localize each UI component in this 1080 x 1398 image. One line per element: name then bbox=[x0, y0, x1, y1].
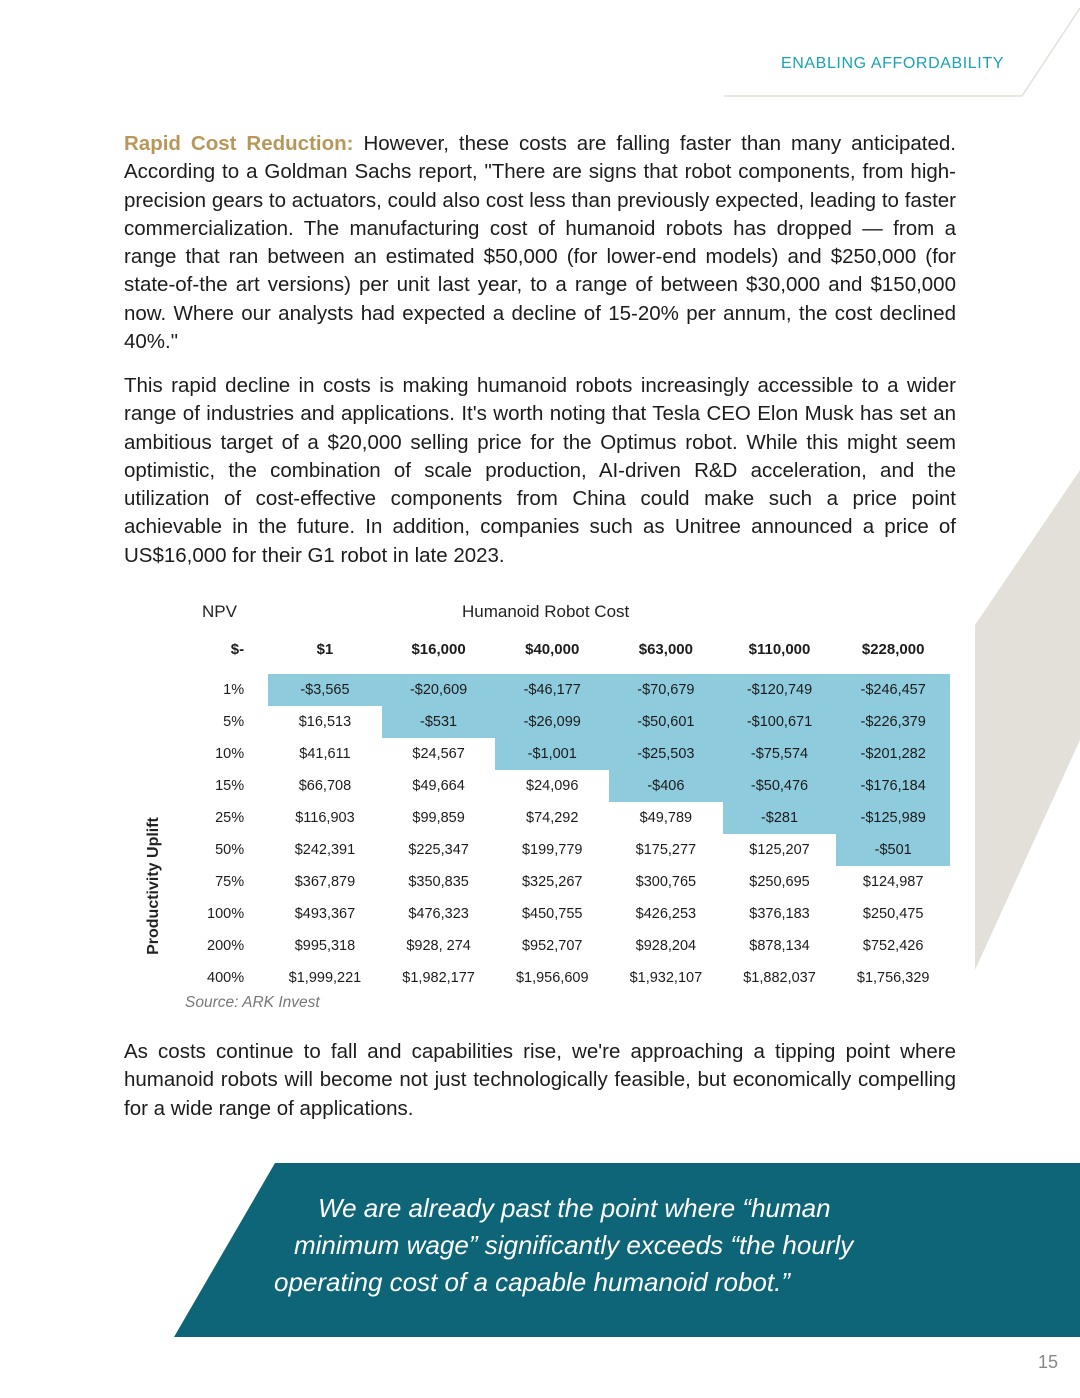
npv-cell: $928,204 bbox=[635, 938, 697, 954]
uplift-cell: 75% bbox=[215, 874, 245, 890]
header-corner-line bbox=[724, 8, 1080, 96]
table-row bbox=[172, 898, 950, 930]
npv-cell: -$531 bbox=[382, 706, 496, 738]
npv-cell: -$501 bbox=[836, 834, 950, 866]
npv-cell: $49,789 bbox=[639, 810, 693, 826]
npv-cell: -$246,457 bbox=[836, 674, 950, 706]
table-source: Source: ARK Invest bbox=[185, 994, 320, 1011]
npv-cell: $1,956,609 bbox=[515, 970, 589, 986]
npv-cell: $367,879 bbox=[294, 874, 356, 890]
right-side-decoration bbox=[975, 470, 1080, 970]
npv-cell: $1,999,221 bbox=[288, 970, 362, 986]
npv-cell: -$70,679 bbox=[609, 674, 723, 706]
table-row bbox=[172, 706, 950, 738]
npv-cell: $16,513 bbox=[298, 714, 352, 730]
npv-cell: $116,903 bbox=[295, 810, 355, 826]
column-header: $1 bbox=[316, 640, 334, 658]
table-row bbox=[172, 866, 950, 898]
column-header: $63,000 bbox=[638, 640, 693, 658]
npv-cell: -$46,177 bbox=[495, 674, 609, 706]
npv-cell: $199,779 bbox=[521, 842, 583, 858]
npv-cell: $878,134 bbox=[749, 938, 810, 954]
npv-cell: $426,253 bbox=[635, 906, 697, 922]
uplift-cell: 5% bbox=[223, 714, 245, 730]
npv-cell: -$281 bbox=[723, 802, 837, 834]
npv-cell: $1,932,107 bbox=[629, 970, 703, 986]
npv-label: NPV bbox=[202, 602, 237, 621]
npv-cell: -$50,601 bbox=[609, 706, 723, 738]
uplift-cell: 1% bbox=[223, 682, 245, 698]
table-row bbox=[172, 802, 950, 834]
uplift-cell: 10% bbox=[215, 746, 245, 762]
npv-table bbox=[172, 632, 950, 994]
npv-cell: $350,835 bbox=[408, 874, 469, 890]
table-row bbox=[172, 834, 950, 866]
npv-cell: $124,987 bbox=[862, 874, 924, 890]
paragraph-tipping-point: As costs continue to fall and capabilities rise, we're approaching a tipping point where humanoid robots will become not just technologically feasible, but economically compelling for a wide range of applications. bbox=[124, 1040, 956, 1120]
npv-cell: $225,347 bbox=[408, 842, 469, 858]
npv-cell: $752,426 bbox=[862, 938, 924, 954]
npv-cell: -$26,099 bbox=[495, 706, 609, 738]
paragraph-rapid-decline: This rapid decline in costs is making humanoid robots increasingly accessible to a wider range of industries and applications. It's worth noting that Tesla CEO Elon Musk has set an ambitious target of a $20,000 selling price for the Optimus robot. While this might seem optimistic, the combination of scale production, AI-driven R&D acceleration, and the utilization of cost-effective components from China could make such a price point achievable in the future. In addition, companies such as Unitree announced a price of US$16,000 for their G1 robot in late 2023. bbox=[124, 374, 956, 567]
uplift-cell: 25% bbox=[215, 810, 245, 826]
npv-cell: -$3,565 bbox=[268, 674, 382, 706]
npv-cell: -$50,476 bbox=[723, 770, 837, 802]
npv-cell: -$120,749 bbox=[723, 674, 837, 706]
column-header: $228,000 bbox=[861, 640, 925, 658]
npv-cell: $1,982,177 bbox=[402, 970, 475, 986]
table-corner: $- bbox=[230, 640, 245, 658]
npv-cell: -$1,001 bbox=[495, 738, 609, 770]
uplift-cell: 100% bbox=[207, 906, 245, 922]
npv-cell: $928, 274 bbox=[406, 938, 471, 954]
npv-cell: $250,695 bbox=[749, 874, 810, 890]
column-header: $40,000 bbox=[525, 640, 580, 658]
npv-cell: -$20,609 bbox=[382, 674, 496, 706]
npv-cell: $376,183 bbox=[749, 906, 810, 922]
npv-cell: $250,475 bbox=[862, 906, 924, 922]
npv-cell: $450,755 bbox=[521, 906, 583, 922]
npv-cell: $24,567 bbox=[412, 746, 465, 762]
table-row bbox=[172, 674, 950, 706]
table-row bbox=[172, 770, 950, 802]
npv-cell: $99,859 bbox=[412, 810, 465, 826]
npv-cell: $24,096 bbox=[526, 778, 579, 794]
npv-cell: $300,765 bbox=[635, 874, 697, 890]
npv-cell: $41,611 bbox=[299, 746, 351, 762]
paragraph-lead: Rapid Cost Reduction: bbox=[124, 132, 354, 155]
cost-axis-title: Humanoid Robot Cost bbox=[462, 602, 630, 621]
npv-cell: $66,708 bbox=[298, 778, 352, 794]
table-row bbox=[172, 930, 950, 962]
table-row bbox=[172, 962, 950, 994]
quote-line: We are already past the point where “human bbox=[318, 1193, 831, 1223]
npv-cell: $74,292 bbox=[526, 810, 579, 826]
npv-cell: -$201,282 bbox=[836, 738, 950, 770]
quote-line: operating cost of a capable humanoid robot.” bbox=[274, 1267, 791, 1297]
npv-cell: -$406 bbox=[609, 770, 723, 802]
productivity-axis-label: Productivity Uplift bbox=[145, 817, 162, 955]
uplift-cell: 15% bbox=[215, 778, 245, 794]
npv-cell: $476,323 bbox=[408, 906, 469, 922]
npv-cell: $493,367 bbox=[294, 906, 356, 922]
section-title: ENABLING AFFORDABILITY bbox=[780, 55, 1004, 72]
paragraph-cost-reduction bbox=[124, 130, 956, 356]
npv-cell: $1,882,037 bbox=[743, 970, 816, 986]
quote-line: minimum wage” significantly exceeds “the hourly bbox=[294, 1230, 854, 1260]
npv-cell: $242,391 bbox=[294, 842, 356, 858]
npv-cell: $995,318 bbox=[294, 938, 356, 954]
npv-cell: -$75,574 bbox=[723, 738, 837, 770]
npv-cell: -$125,989 bbox=[836, 802, 950, 834]
uplift-cell: 50% bbox=[215, 842, 245, 858]
uplift-cell: 400% bbox=[207, 970, 245, 986]
npv-table-figure bbox=[130, 596, 950, 1016]
npv-cell: $952,707 bbox=[521, 938, 583, 954]
npv-cell: $175,277 bbox=[635, 842, 697, 858]
table-row bbox=[172, 738, 950, 770]
paragraph-body: However, these costs are falling faster than many anticipated. According to a Goldman Sachs report, "There are signs that robot components, from high-precision gears to actuators, could also cost less than previously expected, leading to faster commercialization. The manufacturing cost of humanoid robots has dropped — from a range that ran between an estimated $50,000 (for lower-end models) and $250,000 (for state-of-the art versions) per unit last year, to a range of between $30,000 and $150,000 now. Where our analysts had expected a decline of 15-20% per annum, the cost declined 40%." bbox=[124, 132, 956, 354]
npv-cell: $1,756,329 bbox=[856, 970, 930, 986]
npv-cell: $325,267 bbox=[521, 874, 583, 890]
page-number: 15 bbox=[1037, 1352, 1058, 1372]
npv-cell: -$25,503 bbox=[609, 738, 723, 770]
pull-quote bbox=[270, 1190, 950, 1301]
column-header: $110,000 bbox=[748, 640, 811, 658]
table-header-row bbox=[172, 632, 950, 666]
npv-cell: -$226,379 bbox=[836, 706, 950, 738]
npv-cell: -$176,184 bbox=[836, 770, 950, 802]
npv-cell: -$100,671 bbox=[723, 706, 837, 738]
npv-cell: $49,664 bbox=[412, 778, 465, 794]
column-header: $16,000 bbox=[411, 640, 466, 658]
npv-cell: $125,207 bbox=[749, 842, 810, 858]
uplift-cell: 200% bbox=[207, 938, 245, 954]
